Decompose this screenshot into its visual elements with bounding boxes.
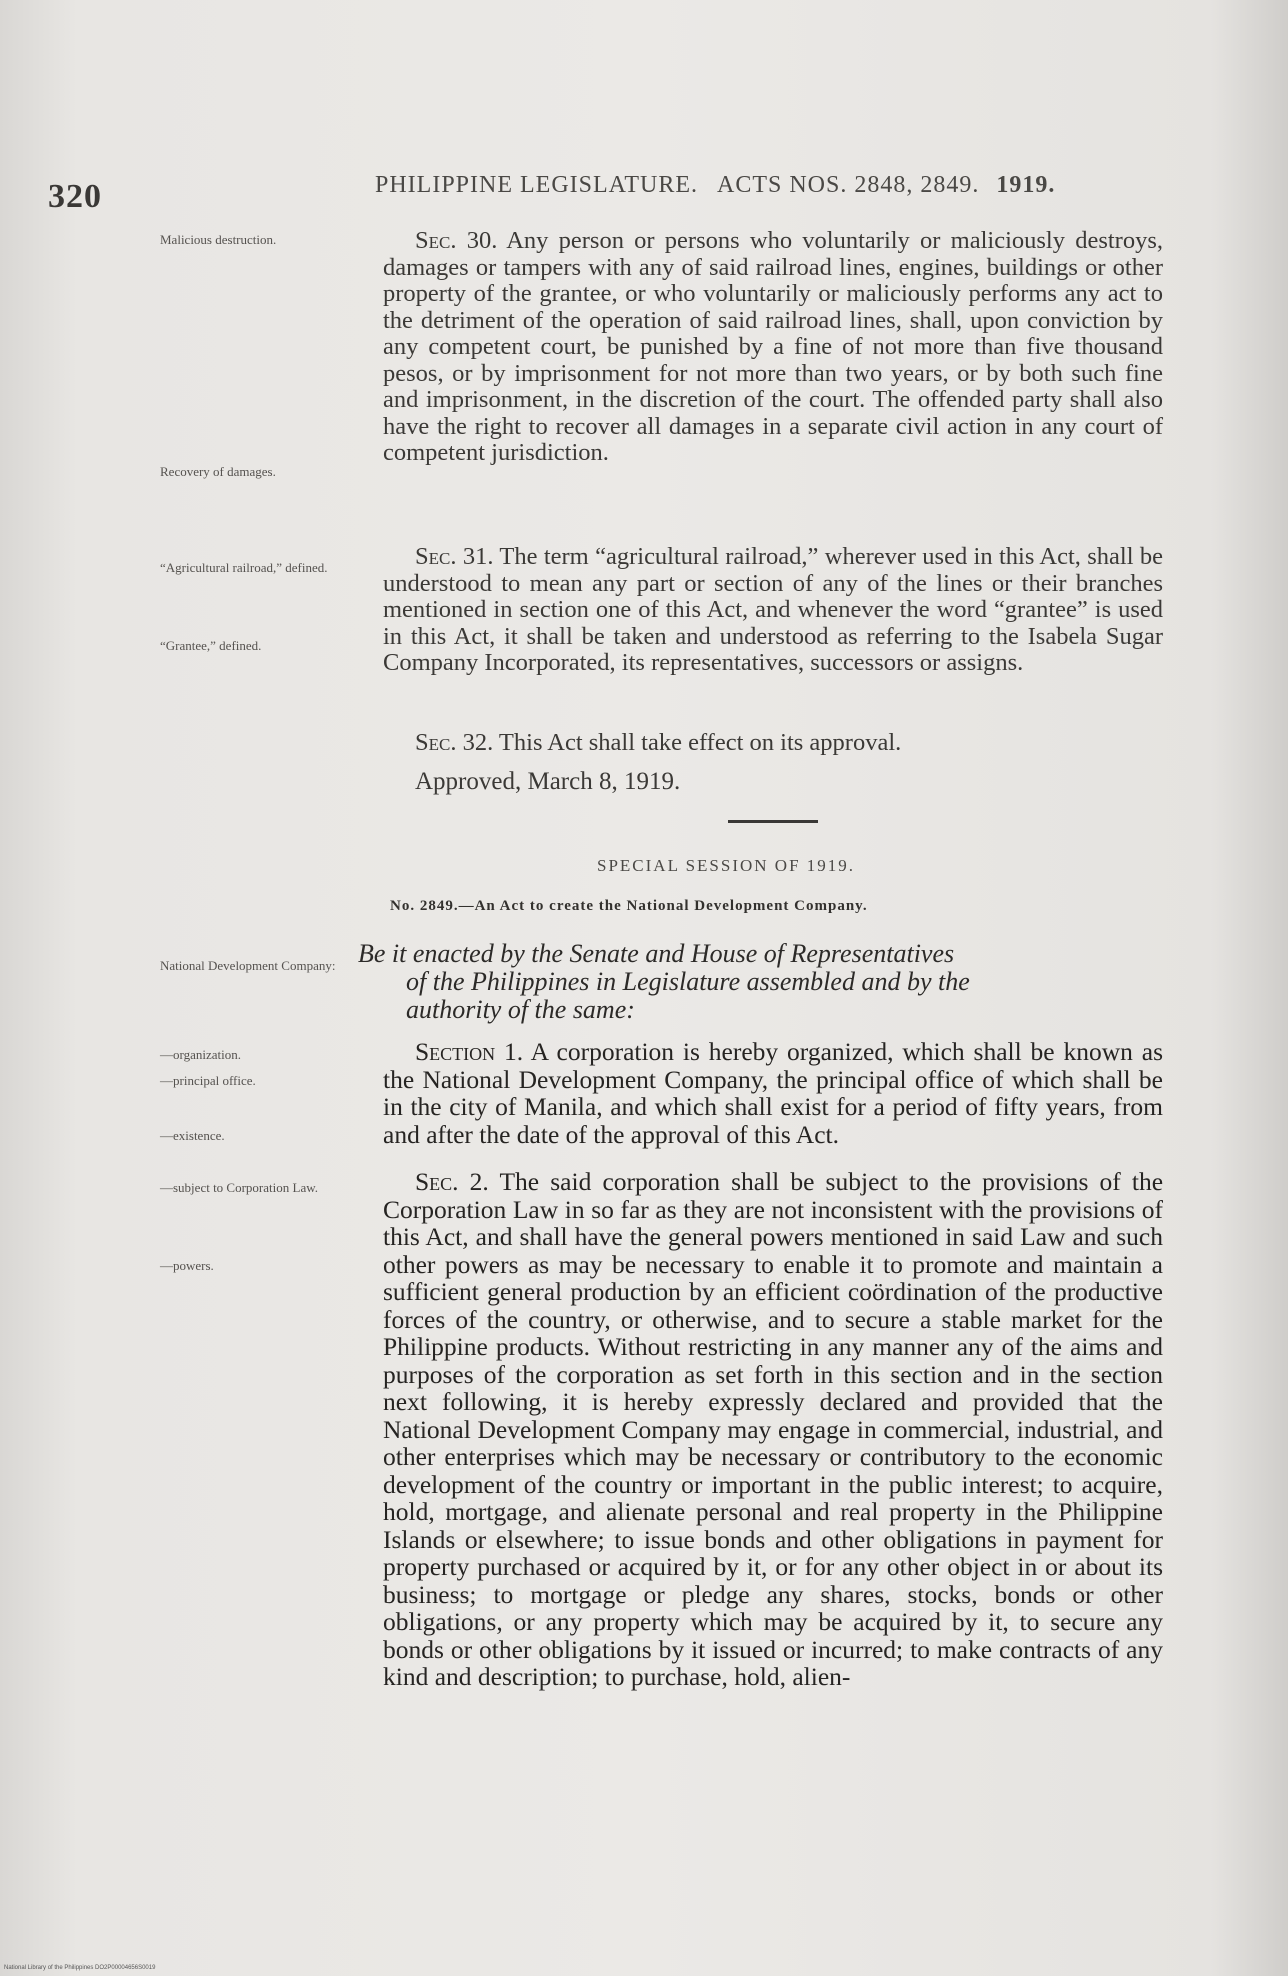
- section-30-label: Sec. 30.: [415, 227, 498, 254]
- margin-note-subject: —subject to Corporation Law.: [160, 1180, 319, 1195]
- running-head-acts: ACTS NOS. 2848, 2849.: [717, 172, 980, 198]
- enacting-clause: [358, 940, 1170, 1024]
- section-32: [383, 730, 1163, 757]
- approval-line: Approved, March 8, 1919.: [415, 768, 681, 795]
- running-head-title: PHILIPPINE LEGISLATURE.: [375, 172, 698, 198]
- margin-note-malicious: Malicious destruction.: [160, 232, 277, 247]
- section-30-text: Any person or persons who voluntarily or maliciously destroys, damages or tampers with any of said railroad lines, engines, buildings or other property of the grantee, or who voluntarily or maliciously performs any act to the detriment of the operation of said railroad lines, shall, upon conviction by any competent court, be punished by a fine of not more than five thousand pesos, or by imprisonment for not more than two years, or by both such fine and imprisonment, in the discretion of the court. The offended party shall also have the right to recover all damages in a separate civil action in any court of competent jurisdiction.: [383, 227, 1163, 466]
- session-heading: SPECIAL SESSION OF 1919.: [597, 856, 856, 875]
- section-31-text: The term “agricultural railroad,” wherever used in this Act, shall be understood to mean any part or section of any of the lines or their branches mentioned in section one of this Act, and whenever the word “grantee” is used in this Act, it shall be taken and understood as referring to the Isabela Sugar Company Incorporated, its representatives, successors or assigns.: [383, 543, 1163, 676]
- page-number: 320: [48, 178, 102, 215]
- act-section-2: [383, 1168, 1163, 1691]
- scan-footer: National Library of the Philippines DO2P00004656S0019: [4, 1965, 156, 1971]
- enacting-line-3: authority of the same:: [406, 995, 635, 1024]
- section-31: [383, 544, 1163, 677]
- section-32-text: This Act shall take effect on its approval.: [498, 729, 902, 756]
- margin-note-national: National Development Company:: [160, 958, 336, 973]
- running-head-year: 1919.: [996, 172, 1056, 198]
- act-section-1-text: A corporation is hereby organized, which shall be known as the National Development Company, the principal office of which shall be in the city of Manila, and which shall exist for a period of fifty years, from and after the date of the approval of this Act.: [383, 1037, 1164, 1149]
- act-title: No. 2849.—An Act to create the National Development Company.: [390, 898, 868, 914]
- act-section-1: [383, 1038, 1163, 1148]
- act-section-1-label: Section 1.: [415, 1037, 524, 1066]
- margin-note-principal-office: —principal office.: [160, 1073, 256, 1088]
- section-30: [383, 228, 1163, 467]
- margin-note-agricultural: “Agricultural railroad,” defined.: [160, 560, 328, 575]
- section-32-label: Sec. 32.: [415, 729, 494, 756]
- section-divider: [728, 820, 818, 823]
- margin-note-existence: —existence.: [160, 1128, 225, 1143]
- enacting-line-2: of the Philippines in Legislature assembled and by the: [406, 967, 970, 996]
- running-head: [375, 172, 1055, 199]
- margin-note-recovery: Recovery of damages.: [160, 464, 276, 479]
- section-31-label: Sec. 31.: [415, 543, 494, 570]
- act-section-2-text: The said corporation shall be subject to the provisions of the Corporation Law in so far as they are not inconsistent with the provisions of this Act, and shall have the general powers mentioned in said Law and such other powers as may be necessary to enable it to promote and maintain a sufficient general production by an efficient coördination of the productive forces of the country, or otherwise, and to secure a stable market for the Philippine products. Without restricting in any manner any of the aims and purposes of the corporation as set forth in this section and in the section next following, it is hereby expressly declared and provided that the National Development Company may engage in commercial, industrial, and other enterprises which may be necessary or contributory to the economic development of the country or important in the public interest; to acquire, hold, mortgage, and alienate personal and real property in the Philippine Islands or elsewhere; to issue bonds and other obligations in payment for property purchased or acquired by it, or for any other object in or about its business; to mortgage or pledge any shares, stocks, bonds or other obligations, or any property which may be acquired by it, to secure any bonds or other obligations by it issued or incurred; to make contracts of any kind and description; to purchase, hold, alien-: [383, 1167, 1164, 1691]
- margin-note-powers: —powers.: [160, 1258, 214, 1273]
- enacting-line-1: Be it enacted by the Senate and House of Representatives: [358, 939, 955, 968]
- margin-note-grantee: “Grantee,” defined.: [160, 638, 262, 653]
- margin-note-organization: —organization.: [160, 1047, 241, 1062]
- act-section-2-label: Sec. 2.: [415, 1167, 489, 1196]
